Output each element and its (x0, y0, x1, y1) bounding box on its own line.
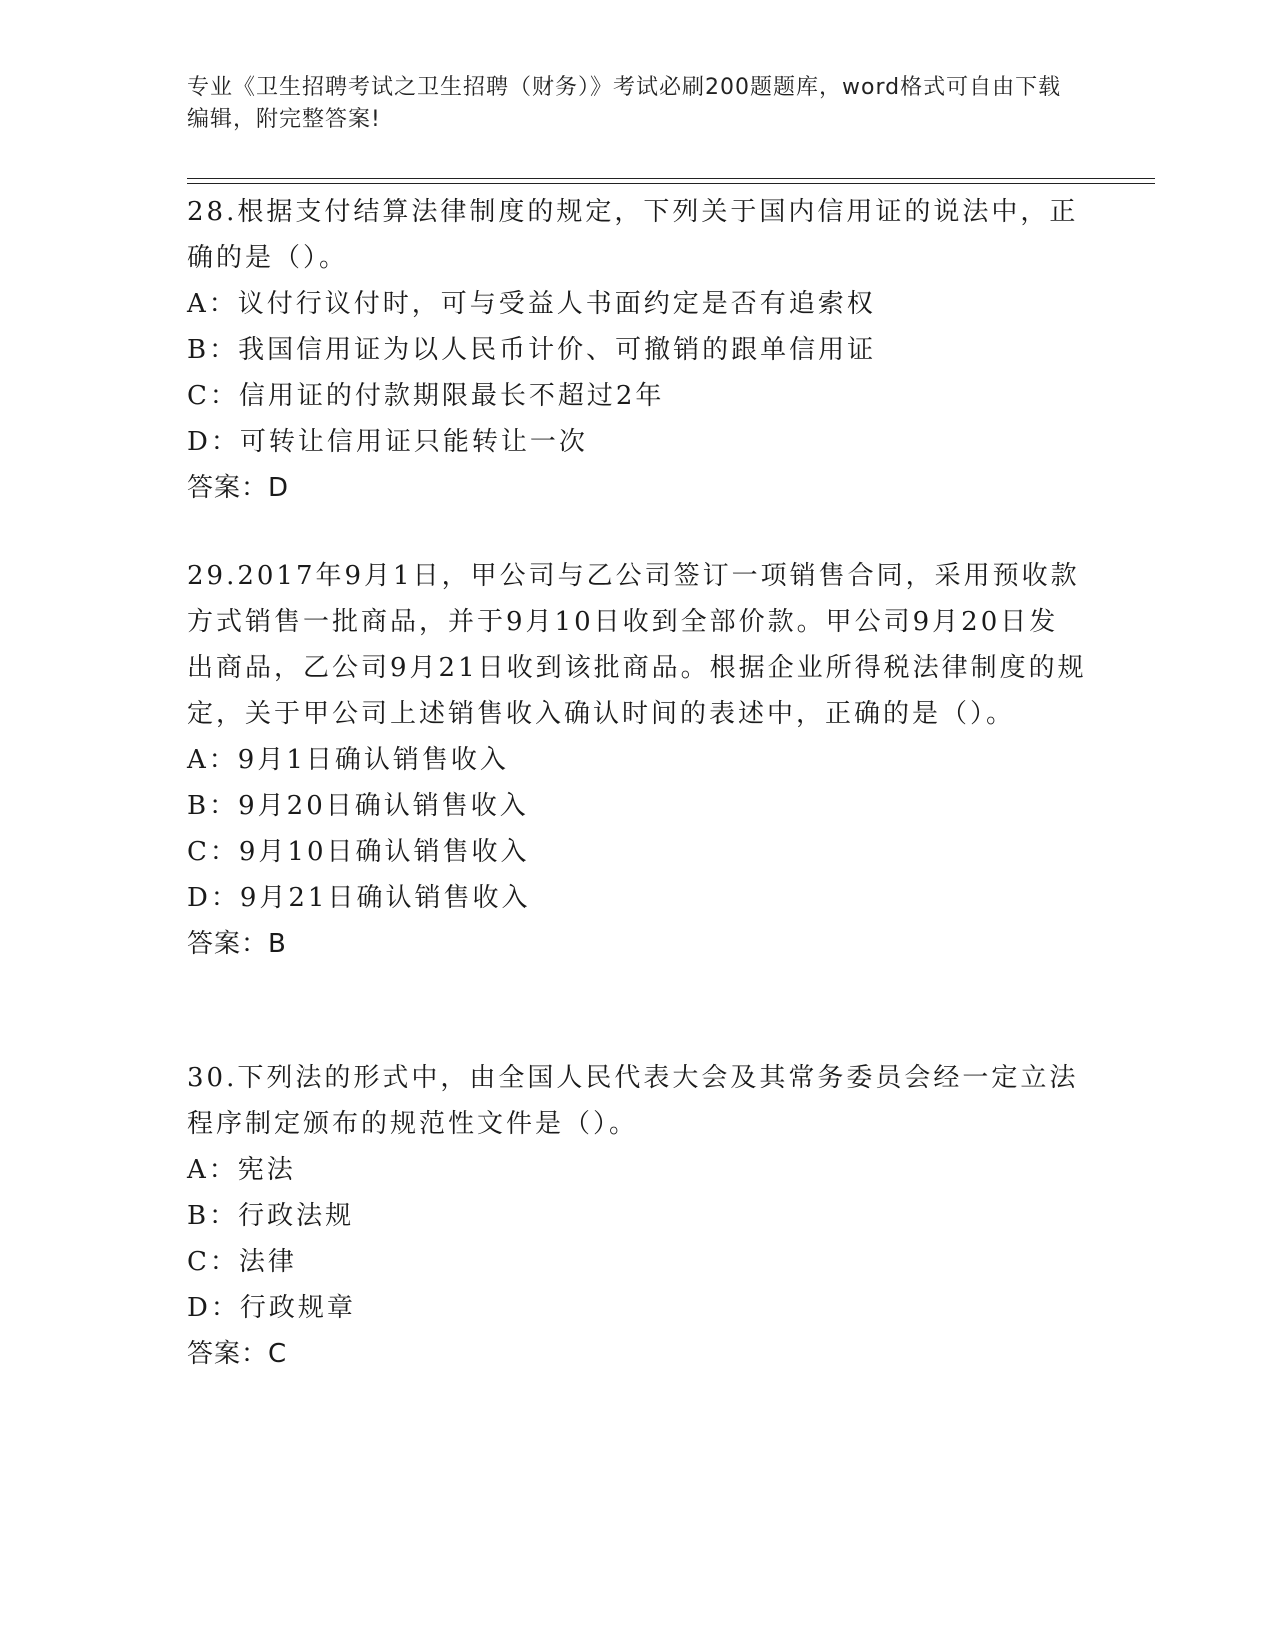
option-a: A：9月1日确认销售收入 (187, 745, 509, 775)
answer: 答案：D (187, 473, 290, 503)
answer: 答案：B (187, 929, 287, 959)
question-28 (187, 189, 1087, 511)
option-a: A：议付行议付时，可与受益人书面约定是否有追索权 (187, 289, 876, 319)
header-divider-top (187, 178, 1155, 179)
option-d: D：9月21日确认销售收入 (187, 883, 531, 913)
header-divider-bottom (187, 183, 1155, 184)
answer: 答案：C (187, 1339, 288, 1369)
question-stem: 28.根据支付结算法律制度的规定，下列关于国内信用证的说法中，正确的是（）。 (187, 197, 1079, 273)
option-b: B：我国信用证为以人民币计价、可撤销的跟单信用证 (187, 335, 877, 365)
option-b: B：行政法规 (187, 1201, 355, 1231)
option-b: B：9月20日确认销售收入 (187, 791, 529, 821)
option-a: A：宪法 (187, 1155, 296, 1185)
option-d: D：可转让信用证只能转让一次 (187, 427, 588, 457)
question-stem: 30.下列法的形式中，由全国人民代表大会及其常务委员会经一定立法程序制定颁布的规范性文件是（）。 (187, 1063, 1079, 1139)
option-c: C：9月10日确认销售收入 (187, 837, 530, 867)
question-stem: 29.2017年9月1日，甲公司与乙公司签订一项销售合同，采用预收款方式销售一批商品，并于9月10日收到全部价款。甲公司9月20日发出商品，乙公司9月21日收到该批商品。根据企业所得税法律制度的规定，关于甲公司上述销售收入确认时间的表述中，正确的是（）。 (187, 561, 1087, 729)
option-c: C：信用证的付款期限最长不超过2年 (187, 381, 665, 411)
question-29 (187, 553, 1087, 967)
question-30 (187, 1055, 1087, 1377)
option-d: D：行政规章 (187, 1293, 356, 1323)
document-header: 专业《卫生招聘考试之卫生招聘（财务）》考试必刷200题题库，word格式可自由下载编辑，附完整答案! (187, 75, 1062, 132)
option-c: C：法律 (187, 1247, 297, 1277)
